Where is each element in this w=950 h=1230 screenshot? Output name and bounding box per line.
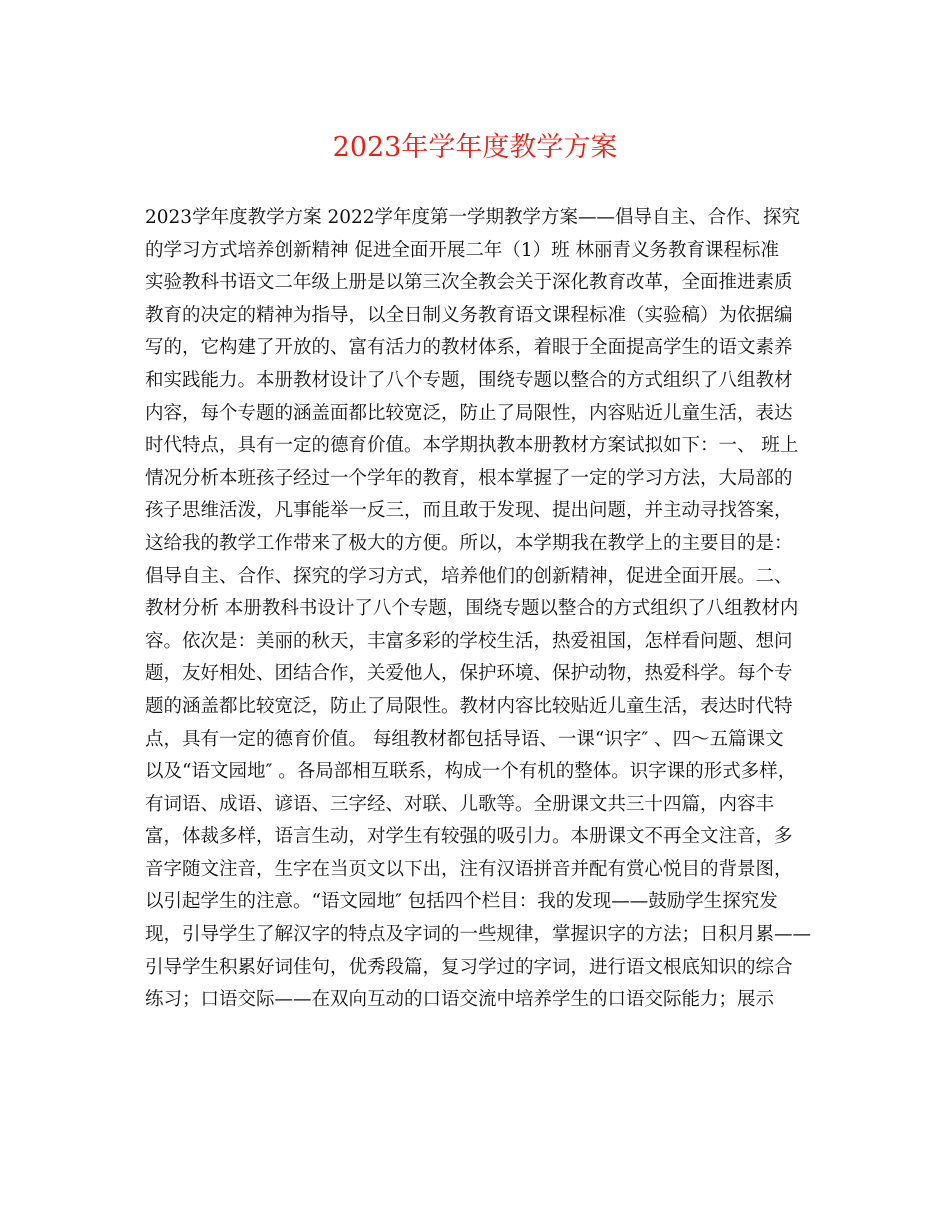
- body-line: 容。依次是：美丽的秋天，丰富多彩的学校生活，热爱祖国，怎样看问题、想问: [145, 630, 793, 652]
- body-line: 实验教科书语文二年级上册是以第三次全教会关于深化教育改革，全面推进素质: [145, 272, 793, 294]
- body-line: 的学习方式培养创新精神 促进全面开展二年（1）班 林丽青义务教育课程标准: [145, 239, 780, 261]
- body-line: 孩子思维活泼，凡事能举一反三，而且敢于发现、提出问题，并主动寻找答案，: [145, 500, 793, 522]
- body-line: 倡导自主、合作、探究的学习方式，培养他们的创新精神，促进全面开展。二、: [145, 565, 793, 587]
- body-line: 音字随文注音，生字在当页文以下出，注有汉语拼音并配有赏心悦目的背景图，: [145, 858, 793, 880]
- body-line: 以及“语文园地″ 。各局部相互联系，构成一个有机的整体。识字课的形式多样，: [145, 761, 797, 783]
- body-line: 引导学生积累好词佳句，优秀段篇，复习学过的字词，进行语文根底知识的综合: [145, 956, 793, 978]
- body-line: 点，具有一定的德育价值。 每组教材都包括导语、一课“识字″ 、四～五篇课文: [145, 728, 784, 750]
- body-line: 教育的决定的精神为指导，以全日制义务教育语文课程标准（实验稿）为依据编: [145, 304, 793, 326]
- body-line: 有词语、成语、谚语、三字经、对联、儿歌等。全册课文共三十四篇，内容丰: [145, 793, 775, 815]
- document-title: 2023年学年度教学方案: [332, 132, 618, 163]
- body-line: 时代特点，具有一定的德育价值。本学期执教本册教材方案试拟如下：一、 班上: [145, 435, 799, 457]
- body-line: 现，引导学生了解汉字的特点及字词的一些规律，掌握识字的方法；日积月累——: [145, 924, 812, 946]
- body-line: 这给我的教学工作带来了极大的方便。所以，本学期我在教学上的主要目的是：: [145, 532, 793, 554]
- body-line: 教材分析 本册教科书设计了八个专题，围绕专题以整合的方式组织了八组教材内: [145, 598, 799, 620]
- body-line: 以引起学生的注意。“语文园地″ 包括四个栏目：我的发现——鼓励学生探究发: [145, 891, 778, 913]
- body-line: 题，友好相处、团结合作，关爱他人，保护环境、保护动物，热爱科学。每个专: [145, 663, 793, 685]
- body-line: 写的，它构建了开放的、富有活力的教材体系，着眼于全面提高学生的语文素养: [145, 337, 793, 359]
- body-line: 2023学年度教学方案 2022学年度第一学期教学方案——倡导自主、合作、探究: [145, 207, 801, 228]
- document-body: [145, 202, 810, 1017]
- body-line: 练习；口语交际——在双向互动的口语交流中培养学生的口语交际能力；展示: [145, 989, 775, 1011]
- body-line: 富，体裁多样，语言生动，对学生有较强的吸引力。本册课文不再全文注音，多: [145, 826, 793, 848]
- body-line: 和实践能力。本册教材设计了八个专题，围绕专题以整合的方式组织了八组教材: [145, 369, 793, 391]
- body-line: 题的涵盖都比较宽泛，防止了局限性。教材内容比较贴近儿童生活，表达时代特: [145, 695, 793, 717]
- body-line: 情况分析本班孩子经过一个学年的教育，根本掌握了一定的学习方法，大局部的: [145, 467, 793, 489]
- body-line: 内容，每个专题的涵盖面都比较宽泛，防止了局限性，内容贴近儿童生活，表达: [145, 402, 793, 424]
